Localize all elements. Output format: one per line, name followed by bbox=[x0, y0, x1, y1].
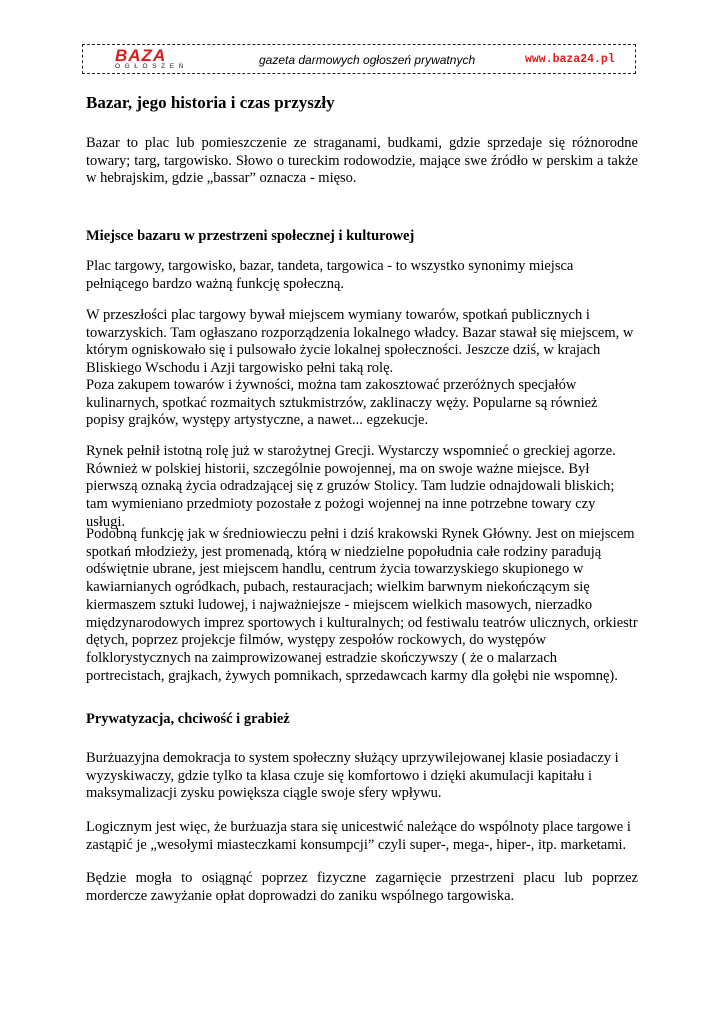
header-tagline: gazeta darmowych ogłoszeń prywatnych bbox=[259, 53, 476, 67]
article-title: Bazar, jego historia i czas przyszły bbox=[86, 93, 335, 112]
section1-paragraph-3: Poza zakupem towarów i żywności, można tam zakosztować przeróżnych specjałów kulinarnych, spotkać rozmaitych sztukmistrzów, zaklinaczy węży. Popularne są również popisy grajków, występy artystyczne, a nawet... egzekucje. bbox=[86, 377, 598, 429]
baza-logo bbox=[107, 48, 207, 72]
section-heading-place: Miejsce bazaru w przestrzeni społecznej i kulturowej bbox=[86, 228, 415, 244]
section1-paragraph-2: W przeszłości plac targowy bywał miejscem wymiany towarów, spotkań publicznych i towarzyskich. Tam ogłaszano rozporządzenia lokalnego władcy. Bazar stawał się miejscem, w którym ogniskowało się i pulsowało życie lokalnej społeczności. Jeszcze dziś, w krajach Bliskiego Wschodu i Azji targowisko pełni taką rolę. bbox=[86, 307, 634, 377]
section2-paragraph-3: Będzie mogła to osiągnąć poprzez fizyczne zagarnięcie przestrzeni placu lub poprzez mordercze zawyżanie opłat doprowadzi do zaniku wspólnego targowiska. bbox=[86, 870, 638, 904]
section2-paragraph-1: Burżuazyjna demokracja to system społeczny służący uprzywilejowanej klasie posiadaczy i wyzyskiwaczy, gdzie tylko ta klasa czuje się komfortowo i dzięki akumulacji kapitału i maksymalizacji zysku powiększa ciągle swoje sfery wpływu. bbox=[86, 750, 619, 802]
section1-paragraph-1: Plac targowy, targowisko, bazar, tandeta, targowica - to wszystko synonimy miejsca pełniącego bardzo ważną funkcję społeczną. bbox=[86, 258, 574, 292]
header-site-link[interactable]: www.baza24.pl bbox=[525, 53, 615, 66]
section2-paragraph-2: Logicznym jest więc, że burżuazja stara się unicestwić należące do wspólnoty place targowe i zastąpić je „wesołymi miasteczkami konsumpcji” czyli super-, mega-, hiper-, itp. marketami. bbox=[86, 819, 631, 853]
section1-paragraph-5: Podobną funkcję jak w średniowieczu pełni i dziś krakowski Rynek Główny. Jest on miejscem spotkań młodzieży, jest promenadą, którą w niedzielne popołudnia całe rodziny paradują odświętnie ubrane, jest miejscem handlu, centrum życia towarzyskiego skupionego w kawiarnianych ogródkach, pubach, restauracjach; wielkim barwnym niekończącym się kiermaszem sztuki ludowej, i najważniejsze - miejscem wielkich masowych, nierzadko międzynarodowych imprez sportowych i kulturalnych; od festiwalu teatrów ulicznych, orkiestr dętych, poprzez projekcje filmów, występy zespołów rockowych, do występów folklorystycznych na zaimprowizowanej estradzie skończywszy ( że o malarzach portrecistach, grajkach, żywych pomnikach, sprzedawcach karmy dla gołębi nie wspomnę). bbox=[86, 526, 638, 684]
section-heading-privatization: Prywatyzacja, chciwość i grabież bbox=[86, 711, 290, 727]
page-header bbox=[82, 44, 636, 74]
logo-sub-text: OGŁOSZEŃ bbox=[115, 63, 188, 70]
section1-paragraph-4: Rynek pełnił istotną rolę już w starożytnej Grecji. Wystarczy wspomnieć o greckiej agorze. Również w polskiej historii, szczególnie powojennej, ma on swoje ważne miejsce. Był pierwszą oznaką życia odradzającej się z gruzów Stolicy. Tam ludzie odnajdowali bliskich; tam wymieniano przedmioty pozostałe z pożogi wojennej na inne potrzebne towary czy usługi. bbox=[86, 443, 616, 530]
logo-main-text: BAZA bbox=[115, 46, 167, 65]
intro-paragraph: Bazar to plac lub pomieszczenie ze straganami, budkami, gdzie sprzedaje się różnorodne towary; targ, targowisko. Słowo o tureckim rodowodzie, mające swe źródło w perskim a także w hebrajskim, gdzie „bassar” oznacza - mięso. bbox=[86, 135, 638, 187]
